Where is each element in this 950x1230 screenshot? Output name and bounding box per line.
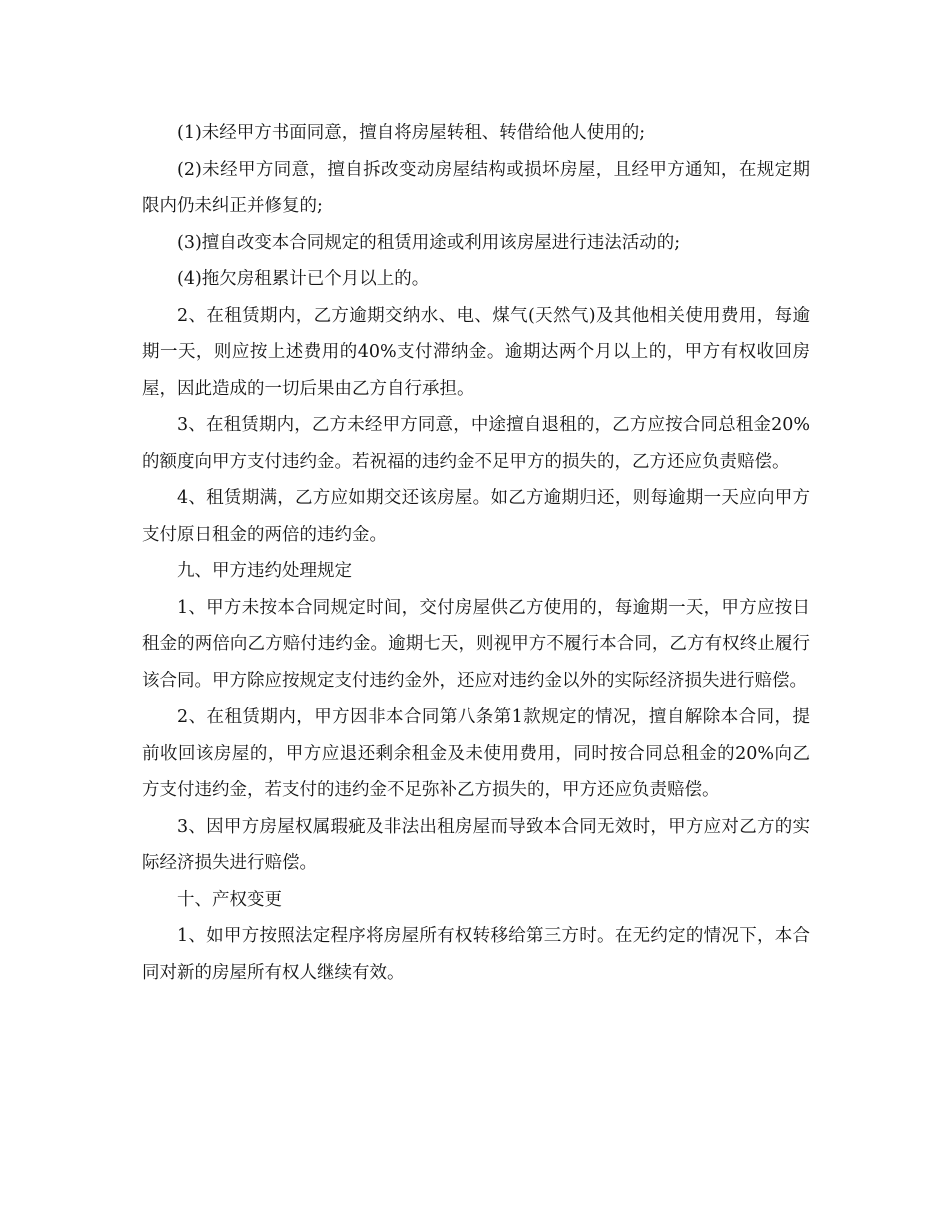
clause-3-early-termination: 3、在租赁期内，乙方未经甲方同意，中途擅自退租的，乙方应按合同总租金20%的额度向甲方支付违约金。若祝福的违约金不足甲方的损失的，乙方还应负责赔偿。	[142, 415, 810, 472]
section-9-clause-1: 1、甲方未按本合同规定时间，交付房屋供乙方使用的，每逾期一天，甲方应按日租金的两倍向乙方赔付违约金。逾期七天，则视甲方不履行本合同，乙方有权终止履行该合同。甲方除应按规定支付违约金外，还应对违约金以外的实际经济损失进行赔偿。	[142, 597, 810, 691]
section-10-clause-1: 1、如甲方按照法定程序将房屋所有权转移给第三方时。在无约定的情况下，本合同对新的房屋所有权人继续有效。	[142, 926, 810, 983]
clause-2-utilities: 2、在租赁期内，乙方逾期交纳水、电、煤气(天然气)及其他相关使用费用，每逾期一天，则应按上述费用的40%支付滞纳金。逾期达两个月以上的，甲方有权收回房屋，因此造成的一切后果由乙方自行承担。	[142, 305, 810, 399]
clause-4-return: 4、租赁期满，乙方应如期交还该房屋。如乙方逾期归还，则每逾期一天应向甲方支付原日租金的两倍的违约金。	[142, 488, 810, 545]
clause-item-1: (1)未经甲方书面同意，擅自将房屋转租、转借给他人使用的;	[177, 123, 646, 143]
document-body	[142, 115, 810, 991]
section-9-clause-3: 3、因甲方房屋权属瑕疵及非法出租房屋而导致本合同无效时，甲方应对乙方的实际经济损失进行赔偿。	[142, 816, 810, 873]
section-heading-9: 九、甲方违约处理规定	[177, 561, 352, 581]
clause-item-4: (4)拖欠房租累计已个月以上的。	[177, 269, 430, 289]
clause-item-3: (3)擅自改变本合同规定的租赁用途或利用该房屋进行违法活动的;	[177, 232, 681, 253]
section-9-clause-2: 2、在租赁期内，甲方因非本合同第八条第1款规定的情况，擅自解除本合同，提前收回该房屋的，甲方应退还剩余租金及未使用费用，同时按合同总租金的20%向乙方支付违约金，若支付的违约金不足弥补乙方损失的，甲方还应负责赔偿。	[142, 707, 810, 800]
clause-item-2: (2)未经甲方同意，擅自拆改变动房屋结构或损坏房屋，且经甲方通知，在规定期限内仍未纠正并修复的;	[142, 159, 810, 216]
section-heading-10: 十、产权变更	[177, 889, 282, 910]
